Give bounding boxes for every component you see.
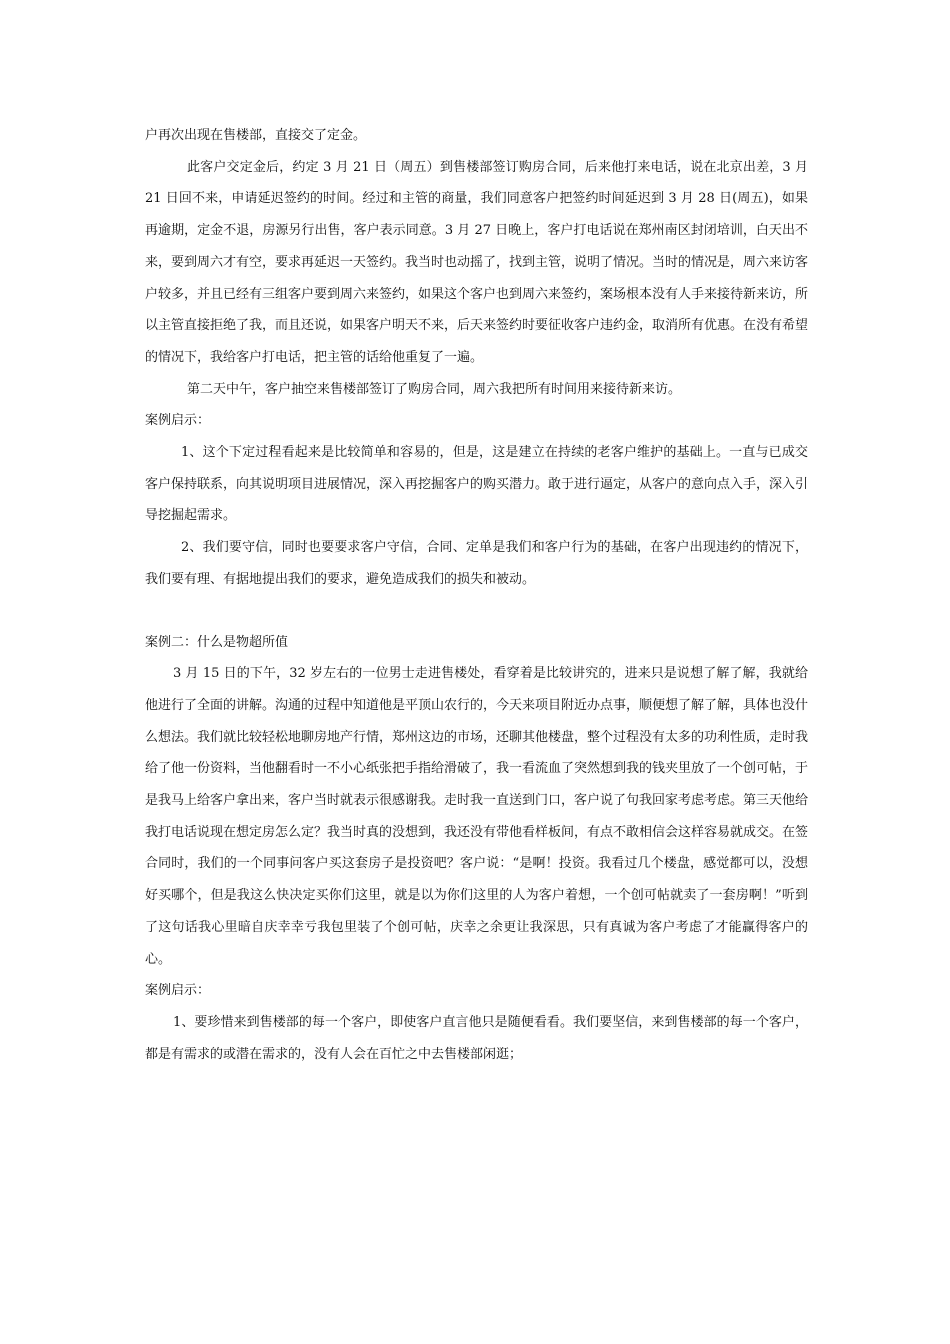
heading-case-two: 案例二：什么是物超所值 [145,634,289,650]
insight-1-point-2: 2、我们要守信，同时也要要求客户守信，合同、定单是我们和客户行为的基础，在客户出现违约的情况下，我们要有理、有据地提出我们的要求，避免造成我们的损失和被动。 [145,540,808,587]
document-body [145,120,808,1070]
paragraph-signing-delay: 此客户交定金后，约定 3 月 21 日（周五）到售楼部签订购房合同，后来他打来电话，说在北京出差，3 月 21 日回不来，申请延迟签约的时间。经过和主管的商量，我们同意客户把签约时间延迟到 3 月 28 日(周五)，如果再逾期，定金不退，房源另行出售，客户表示同意。3 月 27 日晚上，客户打电话说在郑州南区封闭培训，白天出不来，要到周六才有空，要求再延迟一天签约。我当时也动摇了，找到主管，说明了情况。当时的情况是，周六来访客户较多，并且已经有三组客户要到周六来签约，如果这个客户也到周六来签约，案场根本没有人手来接待新来访，所以主管直接拒绝了我，而且还说，如果客户明天不来，后天来签约时要征收客户违约金，取消所有优惠。在没有希望的情况下，我给客户打电话，把主管的话给他重复了一遍。 [145,159,809,365]
paragraph-continuation: 户再次出现在售楼部，直接交了定金。 [145,128,367,143]
section-spacer [145,596,808,627]
paragraph-next-day: 第二天中午，客户抽空来售楼部签订了购房合同，周六我把所有时间用来接待新来访。 [187,381,682,397]
insight-2-point-1: 1、要珍惜来到售楼部的每一个客户，即使客户直言他只是随便看看。我们要坚信，来到售楼部的每一个客户，都是有需求的或潜在需求的，没有人会在百忙之中去售楼部闲逛； [145,1014,808,1062]
insight-1-point-1: 1、这个下定过程看起来是比较简单和容易的，但是，这是建立在持续的老客户维护的基础上。一直与已成交客户保持联系，向其说明项目进展情况，深入再挖掘客户的购买潜力。敢于进行逼定，从客户的意向点入手，深入引导挖掘起需求。 [145,445,809,524]
heading-case-insight-1: 案例启示： [145,413,211,429]
heading-case-insight-2: 案例启示： [145,983,211,999]
paragraph-case-two-story: 3 月 15 日的下午，32 岁左右的一位男士走进售楼处，看穿着是比较讲究的，进来只是说想了解了解，我就给他进行了全面的讲解。沟通的过程中知道他是平顶山农行的，今天来项目附近办点事，顺便想了解了解，具体也没什么想法。我们就比较轻松地聊房地产行情，郑州这边的市场，还聊其他楼盘，整个过程没有太多的功利性质，走时我给了他一份资料，当他翻看时一不小心纸张把手指给滑破了，我一看流血了突然想到我的钱夹里放了一个创可帖，于是我马上给客户拿出来，客户当时就表示很感谢我。走时我一直送到门口，客户说了句我回家考虑考虑。第三天他给我打电话说现在想定房怎么定？我当时真的没想到，我还没有带他看样板间，有点不敢相信会这样容易就成交。在签合同时，我们的一个同事问客户买这套房子是投资吧？客户说：“是啊！投资。我看过几个楼盘，感觉都可以，没想好买哪个，但是我这么快决定买你们这里，就是以为你们这里的人为客户着想，一个创可帖就卖了一套房啊！”听到了这句话我心里暗自庆幸幸亏我包里装了个创可帖，庆幸之余更让我深思，只有真诚为客户考虑了才能赢得客户的心。 [145,666,809,967]
